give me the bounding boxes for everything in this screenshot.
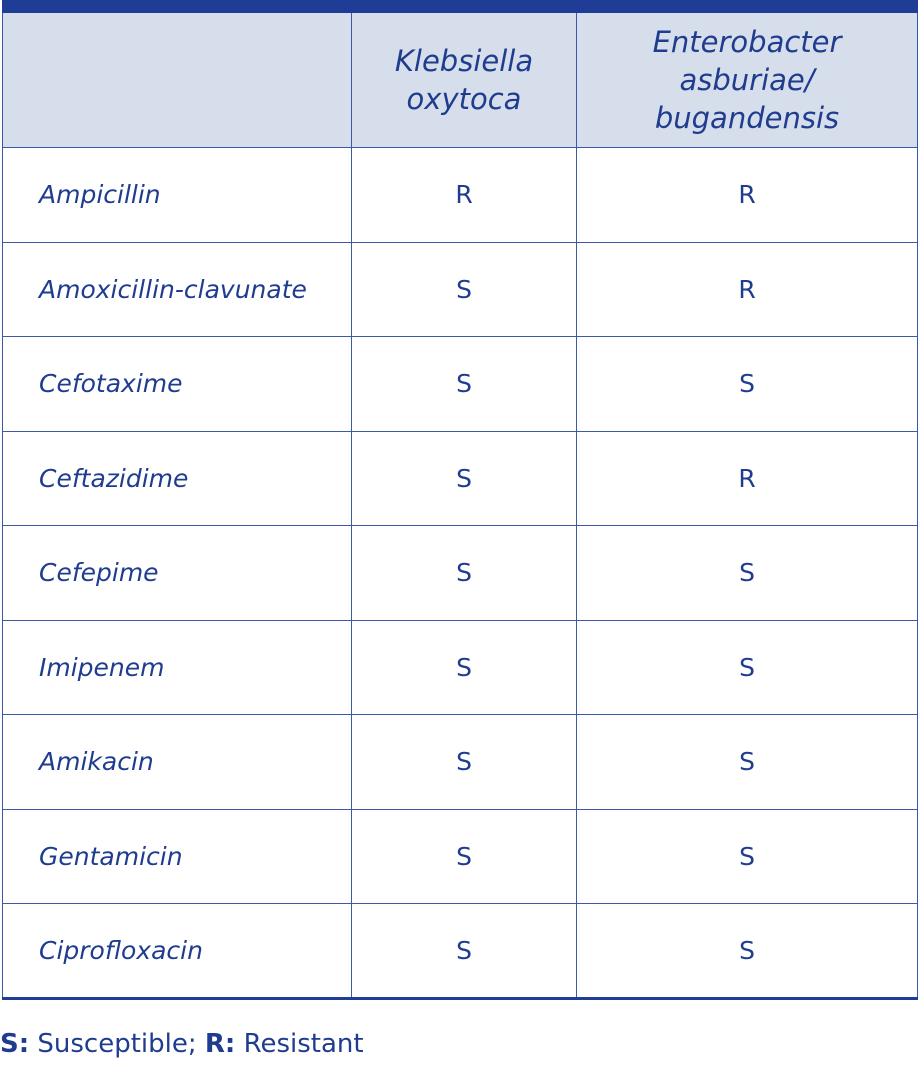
enterobacter-result: S — [577, 809, 918, 904]
klebsiella-result: S — [352, 526, 577, 621]
table-footnote — [0, 1026, 364, 1062]
susceptibility-table — [2, 0, 918, 1000]
table-row — [3, 148, 918, 243]
klebsiella-result: S — [352, 904, 577, 999]
enterobacter-result: R — [577, 431, 918, 526]
drug-name: Ceftazidime — [3, 431, 352, 526]
footnote-r-text: Resistant — [243, 1029, 364, 1059]
klebsiella-result: S — [352, 620, 577, 715]
klebsiella-result: S — [352, 715, 577, 810]
drug-name: Amoxicillin-clavunate — [3, 242, 352, 337]
table-row — [3, 620, 918, 715]
table-row — [3, 526, 918, 621]
footnote-s-key: S: — [0, 1029, 30, 1059]
table-row — [3, 242, 918, 337]
enterobacter-result: S — [577, 337, 918, 432]
drug-name: Cefotaxime — [3, 337, 352, 432]
drug-name: Ampicillin — [3, 148, 352, 243]
footnote-s-text: Susceptible; — [37, 1029, 197, 1059]
header-row — [3, 7, 918, 148]
klebsiella-result: S — [352, 337, 577, 432]
drug-name: Imipenem — [3, 620, 352, 715]
enterobacter-result: S — [577, 526, 918, 621]
header-klebsiella-oxytoca: Klebsiella oxytoca — [352, 7, 577, 148]
drug-name: Cefepime — [3, 526, 352, 621]
header-enterobacter: Enterobacter asburiae/ bugandensis — [577, 7, 918, 148]
enterobacter-result: S — [577, 715, 918, 810]
klebsiella-result: R — [352, 148, 577, 243]
table-row — [3, 809, 918, 904]
table-header — [3, 7, 918, 148]
table-row — [3, 431, 918, 526]
susceptibility-table-container — [2, 0, 917, 1000]
klebsiella-result: S — [352, 809, 577, 904]
table-row — [3, 337, 918, 432]
header-empty-cell — [3, 7, 352, 148]
enterobacter-result: S — [577, 904, 918, 999]
drug-name: Ciprofloxacin — [3, 904, 352, 999]
enterobacter-result: S — [577, 620, 918, 715]
drug-name: Gentamicin — [3, 809, 352, 904]
enterobacter-result: R — [577, 148, 918, 243]
table-row — [3, 715, 918, 810]
table-body — [3, 148, 918, 999]
table-row — [3, 904, 918, 999]
klebsiella-result: S — [352, 431, 577, 526]
enterobacter-result: R — [577, 242, 918, 337]
drug-name: Amikacin — [3, 715, 352, 810]
klebsiella-result: S — [352, 242, 577, 337]
footnote-r-key: R: — [204, 1029, 236, 1059]
